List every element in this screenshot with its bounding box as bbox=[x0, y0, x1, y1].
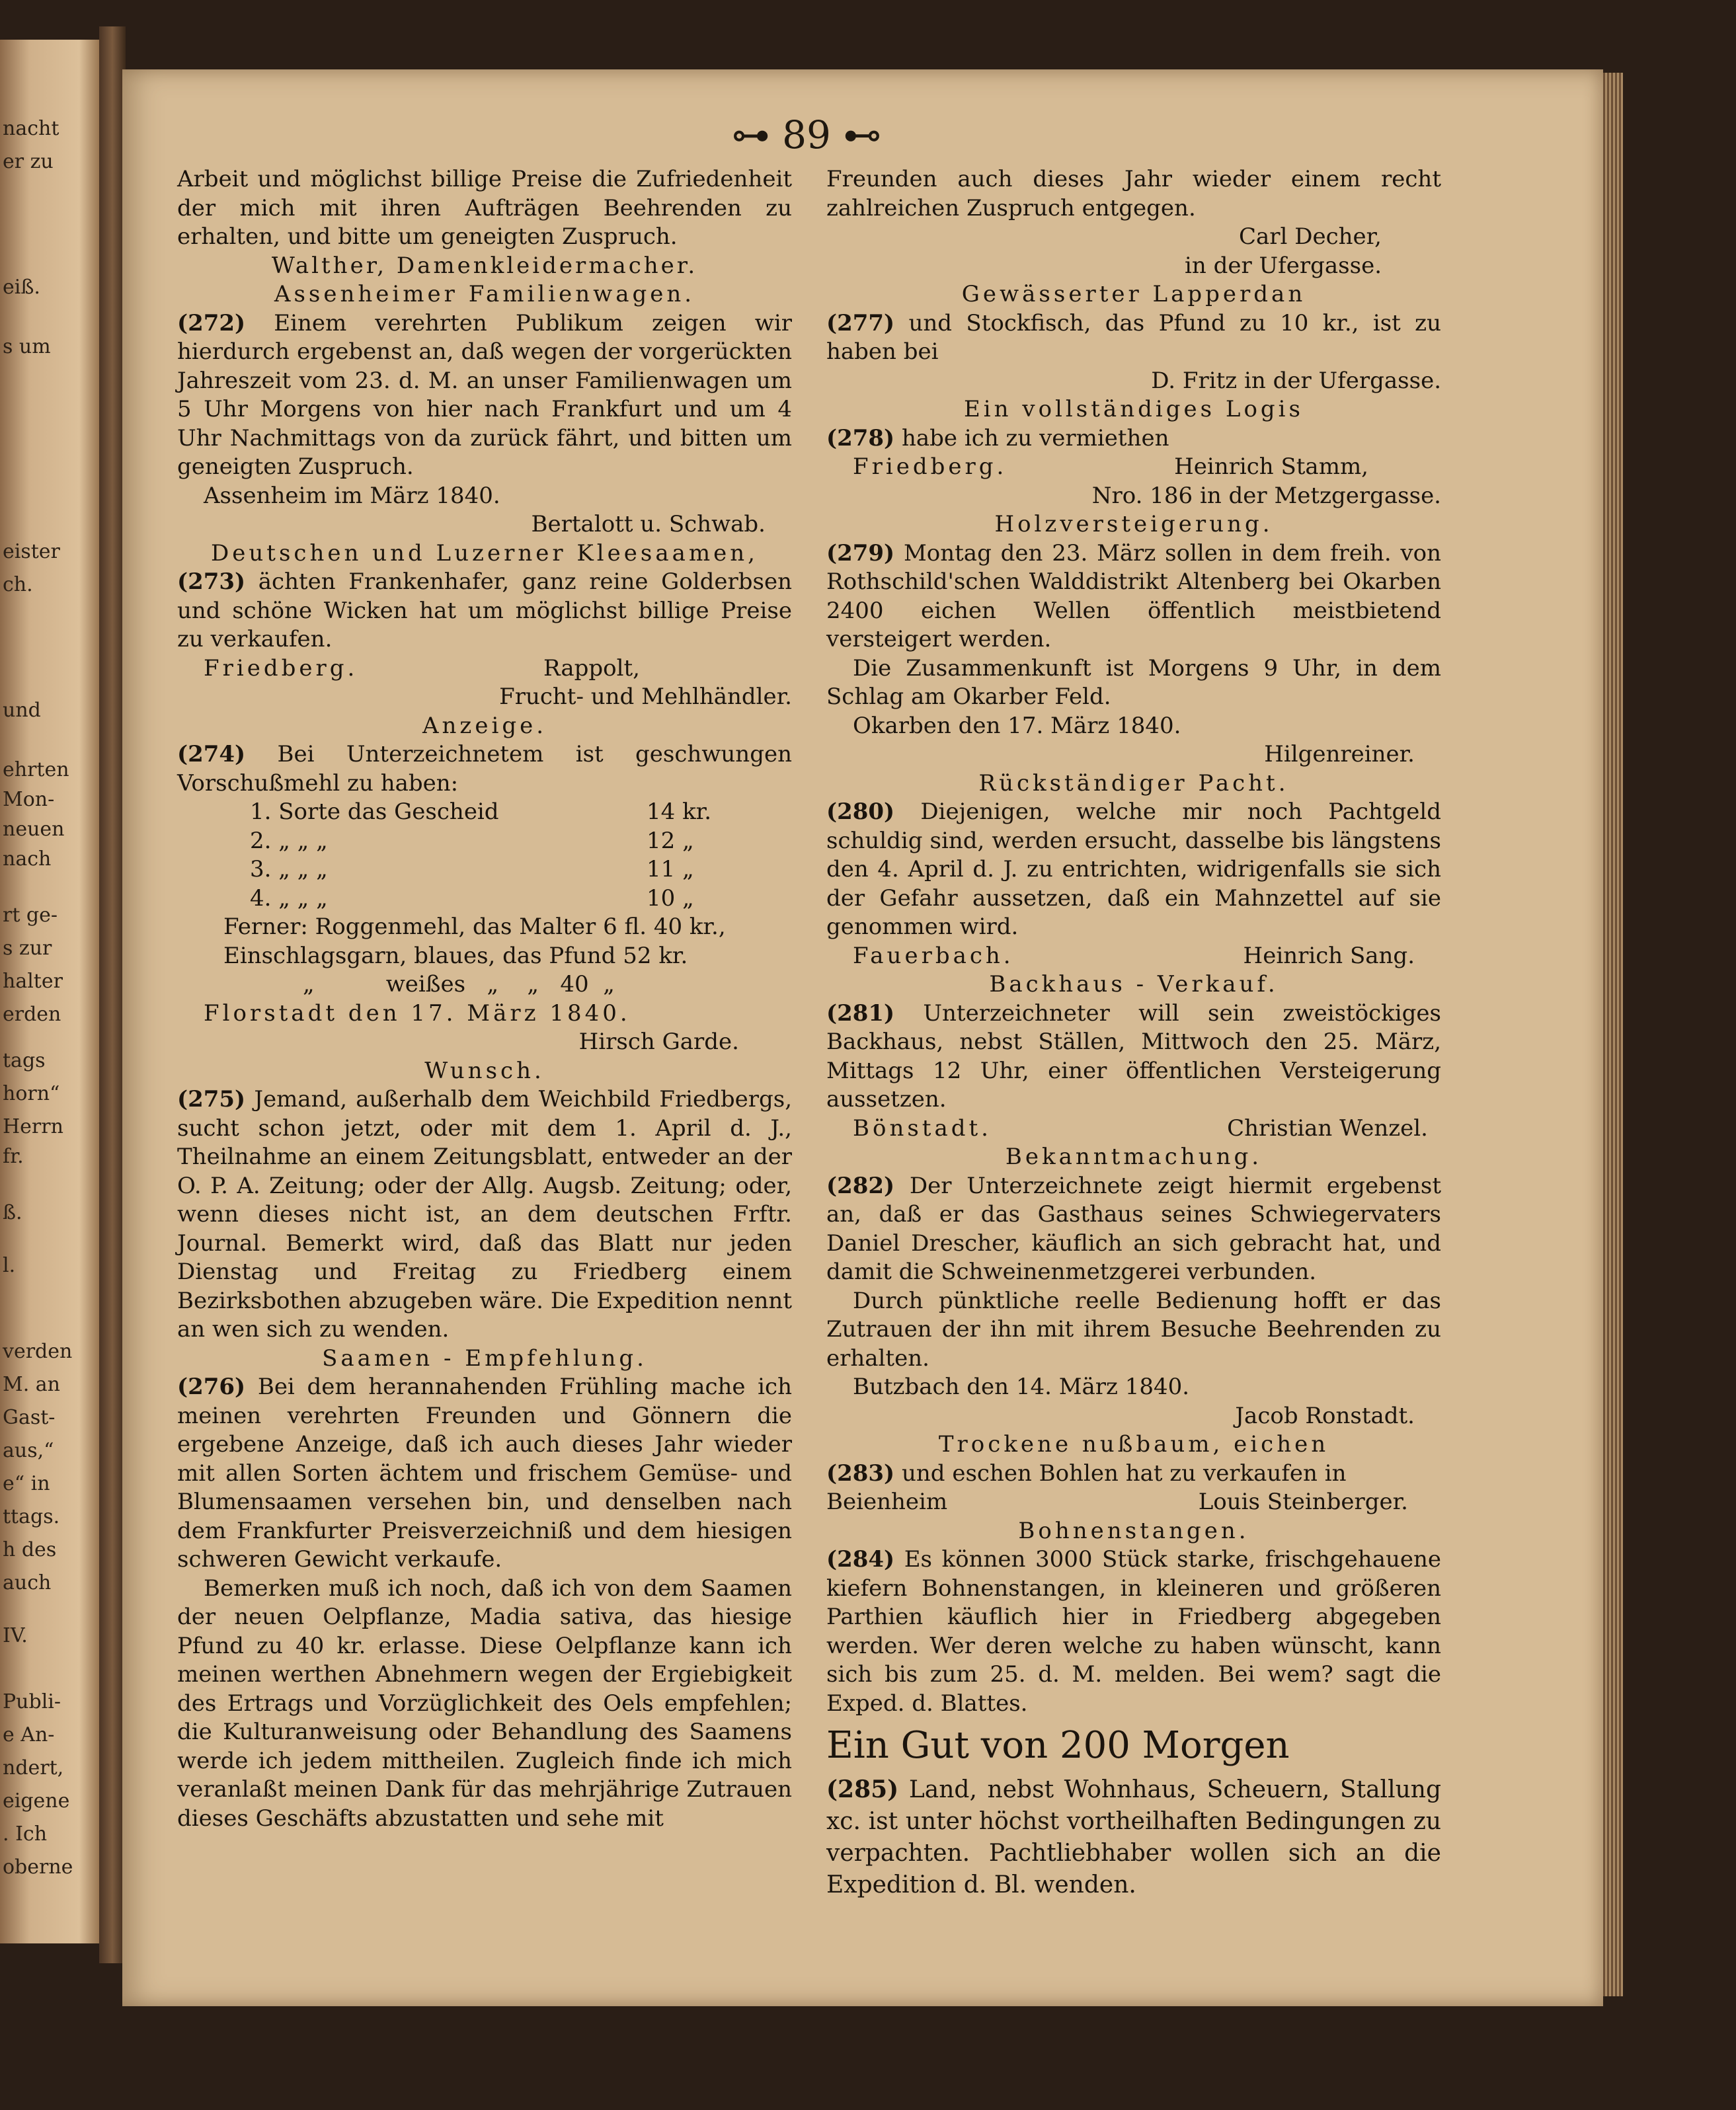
ad-282-text-2: Durch pünktliche reelle Bedienung hofft er das Zutrauen der ihn mit ihrem Besuche Beehrenden zu erhalten. bbox=[826, 1287, 1441, 1372]
left-page-text-fragment: neuen bbox=[3, 818, 65, 841]
left-page-text-fragment: Herrn bbox=[3, 1115, 63, 1138]
ad-283-place: Beienheim bbox=[826, 1489, 948, 1515]
ad-280-text bbox=[826, 798, 1441, 942]
price-item: 3. „ „ „ 11 „ bbox=[250, 856, 694, 882]
ad-285-body: Land, nebst Wohnhaus, Scheuern, Stallung xc. ist unter höchst vortheilhaften Bedingungen zu verpachten. Pachtliebhaber wollen sich an die Expedition d. Bl. wenden. bbox=[826, 1776, 1442, 1898]
left-page-text-fragment: s zur bbox=[3, 937, 52, 960]
ad-283-signature-row bbox=[826, 1488, 1441, 1517]
ad-283-body: und eschen Bohlen hat zu verkaufen in bbox=[901, 1460, 1347, 1487]
continued-text: Freunden auch dieses Jahr wieder einem recht zahlreichen Zuspruch entgegen. bbox=[826, 166, 1441, 221]
ad-280-number: (280) bbox=[826, 799, 895, 825]
ad-276-number: (276) bbox=[177, 1374, 246, 1400]
ad-282-place: Butzbach den 14. März 1840. bbox=[853, 1374, 1190, 1400]
left-page-text-fragment: eigene bbox=[3, 1789, 70, 1813]
left-page-text-fragment: halter bbox=[3, 970, 63, 993]
ad-279-title: Holzversteigerung. bbox=[994, 511, 1273, 537]
left-page-text-fragment: s um bbox=[3, 335, 51, 358]
left-page-text-fragment: auch bbox=[3, 1571, 52, 1594]
left-page-text-fragment: ehrten bbox=[3, 758, 69, 781]
left-page-text-fragment: e An- bbox=[3, 1723, 55, 1746]
ad-275-body: Jemand, außerhalb dem Weichbild Friedbergs, sucht schon jetzt, oder mit dem 1. April d. J., Theilnahme an einem Zeitungsblatt, entweder an der O. P. A. Zeitung; oder der Allg. Augsb. Zeitung; oder, wenn dieses nicht ist, an dem deutschen Frftr. Journal. Bemerkt wird, daß das Blatt nur jeden Dienstag und Freitag zu Friedberg einem Bezirksbothen abzugeben wäre. Die Expedition nennt an wen sich zu wenden. bbox=[177, 1086, 792, 1343]
ad-273-body: ächten Frankenhafer, ganz reine Golderbsen und schöne Wicken hat um möglichst billige Preise zu verkaufen. bbox=[177, 568, 792, 652]
ad-281-signature-row bbox=[826, 1114, 1441, 1144]
ad-279-signature: Hilgenreiner. bbox=[1264, 741, 1415, 767]
ad-278-title: Ein vollständiges Logis bbox=[963, 396, 1304, 422]
ad-282-title: Bekanntmachung. bbox=[1005, 1144, 1263, 1170]
ornament-right-icon: ⊷ bbox=[843, 112, 882, 157]
ad-274-place: Florstadt den 17. März 1840. bbox=[204, 999, 631, 1027]
ad-282-text bbox=[826, 1172, 1441, 1287]
ad-274-signature: Hirsch Garde. bbox=[578, 1029, 739, 1055]
ad-276-text-2: Bemerken muß ich noch, daß ich von dem Saamen der neuen Oelpflanze, Madia sativa, das hiesige Pfund zu 40 kr. erlasse. Diese Oelpflanze kann ich meinen werthen Abnehmern wegen der Ergiebigkeit des Ertrags und Vorzüglichkeit des Oels empfehlen; die Kulturanweisung oder Behandlung des Saamens werde ich jedem mittheilen. Zugleich finde ich mich veranlaßt meinen Dank für das mehrjährige Zutrauen dieses Geschäfts abzustatten und sehe mit bbox=[177, 1575, 792, 1832]
ad-274-extra-1: Ferner: Roggenmehl, das Malter 6 fl. 40 kr., bbox=[223, 914, 726, 940]
ad-273-signature-2: Frucht- und Mehlhändler. bbox=[499, 684, 792, 710]
ad-280-place: Fauerbach. bbox=[853, 942, 1014, 969]
ad-285-title: Ein Gut von 200 Morgen bbox=[826, 1724, 1290, 1767]
ad-283-title: Trockene nußbaum, eichen bbox=[938, 1431, 1329, 1458]
ad-278-signature: Heinrich Stamm, bbox=[1174, 453, 1368, 480]
ad-281-title: Backhaus - Verkauf. bbox=[989, 971, 1279, 997]
ad-275-title: Wunsch. bbox=[424, 1057, 545, 1084]
price-item: 1. Sorte das Gescheid 14 kr. bbox=[250, 799, 711, 825]
ad-279-place: Okarben den 17. März 1840. bbox=[853, 712, 1181, 739]
price-item: 2. „ „ „ 12 „ bbox=[250, 827, 694, 854]
left-page-text-fragment: nacht bbox=[3, 117, 59, 140]
left-column bbox=[177, 165, 792, 1833]
ad-272-text bbox=[177, 309, 792, 482]
ad-276-text bbox=[177, 1373, 792, 1575]
ad-284-text bbox=[826, 1545, 1441, 1718]
ad-274-number: (274) bbox=[177, 741, 246, 767]
ad-285-number: (285) bbox=[826, 1776, 899, 1803]
left-page-text-fragment: h des bbox=[3, 1538, 57, 1561]
left-page-text-fragment: er zu bbox=[3, 150, 54, 173]
continued-signature-2: in der Ufergasse. bbox=[1185, 252, 1382, 279]
left-page-text-fragment: Gast- bbox=[3, 1406, 56, 1429]
left-page-text-fragment: IV. bbox=[3, 1624, 28, 1647]
ad-274-body: Bei Unterzeichnetem ist geschwungen Vorschußmehl zu haben: bbox=[177, 741, 792, 797]
price-item: 4. „ „ „ 10 „ bbox=[250, 884, 694, 912]
left-page-text-fragment: rt ge- bbox=[3, 904, 58, 927]
ad-278-signature-2: Nro. 186 in der Metzgergasse. bbox=[1091, 482, 1441, 509]
ad-277-body: und Stockfisch, das Pfund zu 10 kr., ist zu haben bei bbox=[826, 309, 1441, 365]
ad-280-signature-row bbox=[826, 942, 1441, 971]
left-page-text-fragment: ß. bbox=[3, 1201, 22, 1224]
page-number bbox=[707, 112, 906, 157]
ad-277-text bbox=[826, 309, 1441, 367]
left-page-text-fragment: fr. bbox=[3, 1145, 24, 1168]
ad-272-title: Assenheimer Familienwagen. bbox=[274, 281, 695, 307]
left-page-text-fragment: nach bbox=[3, 847, 52, 871]
ad-276-title: Saamen - Empfehlung. bbox=[322, 1345, 647, 1372]
ad-278-number: (278) bbox=[826, 424, 895, 451]
ad-275-text bbox=[177, 1085, 792, 1345]
intro-text: Arbeit und möglichst billige Preise die Zufriedenheit der mich mit ihren Aufträgen Beehrenden zu erhalten, und bitte um geneigten Zuspruch. bbox=[177, 166, 792, 250]
ad-276-body: Bei dem herannahenden Frühling mache ich meinen verehrten Freunden und Gönnern die ergebene Anzeige, daß ich auch dieses Jahr wieder mit allen Sorten ächtem und frischem Gemüse- und Blumensaamen versehen bin, und denselben nach dem Frankfurter Preisverzeichniß und dem hiesigen schweren Gewicht verkaufe. bbox=[177, 1374, 792, 1573]
page-number-text: 89 bbox=[782, 112, 831, 157]
ad-274-text bbox=[177, 740, 792, 798]
left-page-text-fragment: ttags. bbox=[3, 1505, 60, 1528]
ad-273-title: Deutschen und Luzerner Kleesaamen, bbox=[211, 539, 758, 567]
ad-284-title: Bohnenstangen. bbox=[1018, 1517, 1249, 1544]
ad-275-number: (275) bbox=[177, 1086, 246, 1113]
ad-284-number: (284) bbox=[826, 1546, 895, 1573]
left-page-text-fragment: aus,“ bbox=[3, 1439, 54, 1462]
ad-281-number: (281) bbox=[826, 999, 895, 1027]
left-page-fragment bbox=[0, 40, 99, 1943]
ad-279-text-2: Die Zusammenkunft ist Morgens 9 Uhr, in dem Schlag am Okarber Feld. bbox=[826, 654, 1441, 710]
ad-274-extra-3: „ weißes „ „ 40 „ bbox=[303, 971, 615, 997]
ad-272-body: Einem verehrten Publikum zeigen wir hierdurch ergebenst an, daß wegen der vorgerückten Jahreszeit vom 23. d. M. an unser Familienwagen um 5 Uhr Morgens von hier nach Frankfurt und um 4 Uhr Nachmittags von da zurück fährt, und bitten um geneigten Zuspruch. bbox=[177, 309, 793, 480]
ad-281-body: Unterzeichneter will sein zweistöckiges Backhaus, nebst Ställen, Mittwoch den 25. März, Mittags 12 Uhr, einer öffentlichen Versteigerung aussetzen. bbox=[826, 999, 1441, 1113]
ad-278-place: Friedberg. bbox=[853, 453, 1007, 480]
left-page-text-fragment: Mon- bbox=[3, 788, 55, 811]
left-page-text-fragment: M. an bbox=[3, 1373, 60, 1396]
ad-278-body: habe ich zu vermiethen bbox=[901, 424, 1169, 451]
intro-signature: Walther, Damenkleidermacher. bbox=[271, 252, 698, 279]
left-page-text-fragment: und bbox=[3, 699, 41, 722]
left-page-text-fragment: ch. bbox=[3, 573, 33, 596]
ad-278-text bbox=[826, 424, 1441, 453]
ad-282-number: (282) bbox=[826, 1172, 895, 1199]
book-spine bbox=[99, 26, 126, 1963]
ad-272-number: (272) bbox=[177, 309, 246, 336]
ad-274-extra-2: Einschlagsgarn, blaues, das Pfund 52 kr. bbox=[223, 942, 688, 969]
left-page-text-fragment: tags bbox=[3, 1049, 46, 1072]
left-page-text-fragment: horn“ bbox=[3, 1082, 60, 1105]
ornament-left-icon: ⊶ bbox=[731, 112, 770, 157]
ad-273-text bbox=[177, 568, 792, 654]
left-page-text-fragment: verden bbox=[3, 1340, 73, 1363]
right-column bbox=[826, 165, 1441, 1901]
ad-277-signature: D. Fritz in der Ufergasse. bbox=[1151, 367, 1441, 394]
ad-280-title: Rückständiger Pacht. bbox=[978, 769, 1289, 797]
ad-273-place: Friedberg. bbox=[204, 654, 358, 682]
ad-282-signature: Jacob Ronstadt. bbox=[1235, 1402, 1415, 1429]
ad-274-price-list bbox=[177, 798, 792, 913]
ad-278-signature-row bbox=[826, 453, 1441, 482]
ad-280-body: Diejenigen, welche mir noch Pachtgeld schuldig sind, werden ersucht, dasselbe bis längstens den 4. April d. J. zu entrichten, widrigenfalls sie sich der Gefahr aussetzen, daß ein Mahnzettel auf sie genommen wird. bbox=[826, 799, 1441, 940]
left-page-text-fragment: erden bbox=[3, 1003, 61, 1026]
ad-284-body: Es können 3000 Stück starke, frischgehauene kiefern Bohnenstangen, in kleineren und größeren Parthien käuflich hier in Friedberg abgegeben werden. Wer deren welche zu haben wünscht, kann sich bis zum 25. d. M. melden. Bei wem? sagt die Exped. d. Blattes. bbox=[826, 1546, 1442, 1717]
ad-282-body: Der Unterzeichnete zeigt hiermit ergebenst an, daß er das Gasthaus seines Schwiegervaters Daniel Drescher, käuflich an sich gebracht hat, und damit die Schweinenmetzgerei verbunden. bbox=[826, 1172, 1441, 1285]
left-page-text-fragment: . Ich bbox=[3, 1822, 48, 1846]
ad-273-number: (273) bbox=[177, 568, 246, 595]
ad-279-text bbox=[826, 539, 1441, 654]
ad-281-text bbox=[826, 999, 1441, 1114]
ad-279-body: Montag den 23. März sollen in dem freih. von Rothschild'schen Walddistrikt Altenberg bei Okarben 2400 eichen Wellen öffentlich meistbietend versteigert werden. bbox=[826, 539, 1441, 652]
left-page-text-fragment: eister bbox=[3, 540, 60, 563]
continued-signature: Carl Decher, bbox=[1239, 223, 1382, 250]
ad-285-text bbox=[826, 1774, 1441, 1901]
ad-273-signature: Rappolt, bbox=[543, 654, 640, 682]
ad-281-place: Bönstadt. bbox=[853, 1114, 992, 1142]
left-page-text-fragment: Publi- bbox=[3, 1690, 61, 1713]
left-page-text-fragment: oberne bbox=[3, 1856, 73, 1879]
ad-279-number: (279) bbox=[826, 539, 895, 567]
ad-277-number: (277) bbox=[826, 309, 895, 336]
page-edge bbox=[1603, 73, 1623, 1996]
ad-283-signature: Louis Steinberger. bbox=[1198, 1489, 1408, 1515]
ad-283-text bbox=[826, 1460, 1441, 1489]
ad-273-signature-row bbox=[177, 654, 792, 684]
ad-274-title: Anzeige. bbox=[422, 712, 547, 739]
ad-280-signature: Heinrich Sang. bbox=[1243, 942, 1415, 969]
ad-272-place: Assenheim im März 1840. bbox=[204, 482, 500, 509]
ad-281-signature: Christian Wenzel. bbox=[1227, 1114, 1428, 1142]
left-page-text-fragment: ndert, bbox=[3, 1756, 64, 1779]
left-page-text-fragment: l. bbox=[3, 1254, 16, 1277]
ad-272-signature: Bertalott u. Schwab. bbox=[531, 511, 766, 537]
left-page-text-fragment: e“ in bbox=[3, 1472, 50, 1495]
left-page-text-fragment: eiß. bbox=[3, 276, 40, 299]
ad-283-number: (283) bbox=[826, 1460, 895, 1487]
ad-277-title: Gewässerter Lapperdan bbox=[961, 281, 1306, 307]
